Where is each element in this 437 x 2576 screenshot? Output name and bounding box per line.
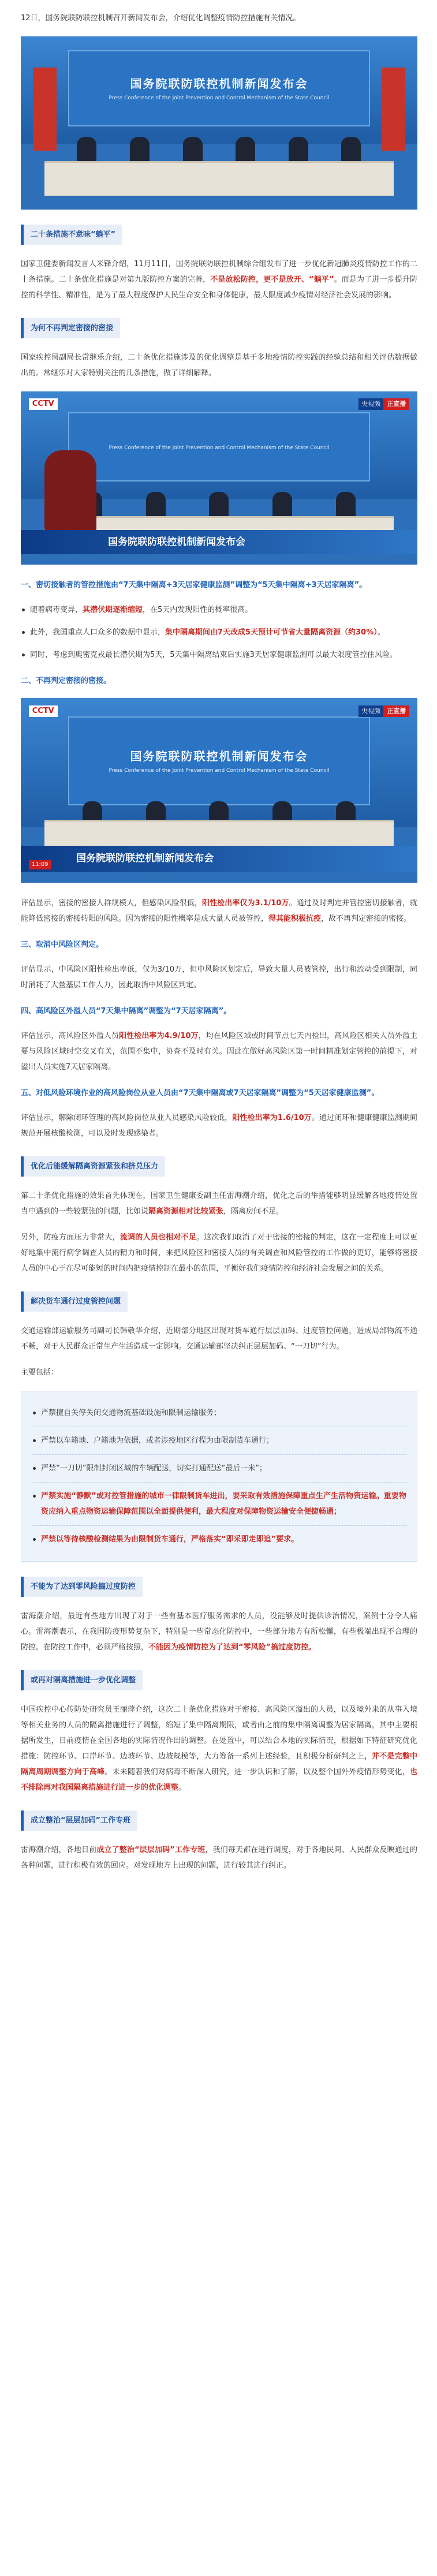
item4-heading: 四、高风险区外溢人员“7天集中隔离”调整为“7天居家隔离”。 (21, 1007, 231, 1016)
tv2-en: Press Conference of the Joint Prevention and Control Mechanism of the State Council (109, 767, 330, 774)
intro-paragraph: 12日，国务院联防联控机制召开新闻发布会，介绍优化调整疫情防控措施有关情况。 (21, 14, 301, 23)
section3-paragraph-2: 另外，防疫方面压力非常大，流调的人员也相对不足。这次我们取消了对于密接的密接的判定，这在一定程度上可以更好地集中流行病学调查人员的精力和时间，来把风险区和密接人员的有关调查和风险管控的工作做的更好，能够将密接人员的中心于在尽可能短的时间内把疫情控制在最小的范围，平衡好我们疫情防控和经济社会发展之间的关系。 (21, 1233, 417, 1273)
section2-paragraph: 国家疾控局副局长常继乐介绍，二十条优化措施涉及的优化调整是基于多地疫情防控实践的经验总结和相关评估数据做出的。常继乐对大家特别关注的几条措施，做了详细解释。 (21, 353, 417, 378)
freight-rule-5: 严禁以等待核酸检测结果为由限制货车通行，严格落实“即采即走即追”要求。 (32, 1532, 406, 1547)
anchor (44, 450, 96, 530)
section4-paragraph-2: 主要包括： (21, 1368, 59, 1377)
section4-paragraph-1: 交通运输部运输服务司副司长韩敬华介绍，近期部分地区出现对货车通行层层加码、过度管控问题，造成局部物流不通不畅，对于人民群众正常生产生活造成一定影响。交通运输部坚决纠正层层加码、“一刀切”行为。 (21, 1327, 417, 1351)
item1-bullet-3: 同时，考虑到奥密克戎最长潜伏期为5天，5天集中隔离结束后实施3天居家健康监测可以最大限度管控住风险。 (21, 647, 417, 663)
section-heading-5: 不能为了达到零风险搞过度防控 (21, 1577, 417, 1597)
desk (44, 161, 394, 196)
tv2-title: 国务院联防联控机制新闻发布会 (130, 749, 308, 763)
item1-list (21, 602, 417, 663)
flag-left (33, 68, 57, 151)
freight-rule-2: 严禁以车籍地、户籍地为依据，或者涉疫地区行程为由限制货车通行； (32, 1433, 406, 1448)
item5-paragraph: 评估显示，解除闭环管理的高风险岗位从业人员感染风险较低，阳性检出率为1.6/10万。通过闭环和健康健康监测期间规范开展核酸检测，可以及时发现感染者。 (21, 1114, 417, 1138)
item2-paragraph: 评估显示，密接的密接人群规模大，但感染风险很低，阳性检出率仅为3.1/10万。通过及时判定并管控密切接触者，就能降低密接的密接转阳的风险。因为密接的阳性概率是成大量人员被管控，得其能积极抗疫，故不再判定密接的密接。 (21, 899, 417, 923)
section-heading-2: 为何不再判定密接的密接 (21, 318, 417, 338)
cctv-logo: CCTV (29, 398, 58, 410)
section6-paragraph: 中国疾控中心传防处研究员王丽萍介绍，这次二十条优化措施对于密接、高风险区溢出的人员，以及境外来的从事入境等相关业务的人员的隔离措施进行了调整，缩短了集中隔离期限，或者由之前的集中隔离调整为居家隔离，其中主要根据所发生，目前疫情在全国各地的实际情况作出的调整。在处置中，可以结合本地的实际情况，根据如下特征研究优化措施：防控环节、口岸环节、边坡环节、边坡规模等，大力筹备一系列上述经验，且积极分析研判之上，并不是完整中隔离周期调整方向于高峰。未来随着我们对病毒不断深入研究，进一步认识和了解，以及整个国外外疫情形势变化，也不排除再对我国隔离措施进行进一步的优化调整。 (21, 1705, 417, 1792)
tv1-en: Press Conference of the Joint Prevention and Control Mechanism of the State Council (109, 445, 330, 451)
section7-paragraph: 雷海潮介绍，各地日前成立了整治“层层加码”工作专班，我们每天都在进行调度，对于各地民间、人民群众反映通过的各种问题，进行积极有效的回应。对发现地方上出现的问题，进行较其进行纠正。 (21, 1846, 417, 1870)
item4-paragraph: 评估显示，高风险区外溢人员阳性检出率为4.9/10万，均在风险区域或时间节点七天内检出，高风险区相关人员外溢主要与风险区域时空交叉有关，范围不集中，协查不及时有关。因此在做好高风险区第一时间精准划定管控的前提下，对溢出人员实施7天居家隔离。 (21, 1032, 417, 1072)
live-badge: 央视频 正直播 (358, 398, 409, 410)
live-badge-2: 央视频 正直播 (358, 705, 409, 717)
freight-rules-box (21, 1391, 417, 1562)
tv2-caption: 国务院联防联控机制新闻发布会 11:09 (21, 846, 417, 872)
item1-bullet-2: 此外，我国重点人口众多的数据中显示，集中隔离期间由7天改成5天预计可节省大量隔离资源（约30%）。 (21, 625, 417, 640)
section-heading-1: 二十条措施不意味“躺平” (21, 225, 417, 245)
section1-paragraph: 国家卫健委新闻发言人米锋介绍，11月11日，国务院联防联控机制综合组发布了进一步优化新冠肺炎疫情防控工作的二十条措施。二十条优化措施是对第九版防控方案的完善，不是放松防控，更不是放开、“躺平”。而是为了进一步提升防控的科学性、精准性，是为了最大程度保护人民生命安全和身体健康，最大限度减少疫情对经济社会发展的影响。 (21, 260, 417, 300)
freight-rule-3: 严禁“一刀切”限制封闭区域的车辆配送，切实打通配送“最后一米”； (32, 1461, 406, 1476)
tv2-time: 11:09 (29, 860, 51, 869)
item3-paragraph: 评估显示，中风险区阳性检出率低，仅为3/10万，但中风险区划定后，导致大量人员被管控，出行和流动受到限制，同时消耗了大量基层工作人力，因此取消中风险区判定。 (21, 965, 417, 990)
section5-paragraph: 雷海潮介绍，最近有些地方出现了对于一些有基本医疗服务需求的人员，没能够及时提供诊治情况，案例十分令人痛心。雷海潮表示，在我国防疫形势复杂下，特别是一些常态化防控中，一些部分地方有所松懈，有些极端出现不合理的防控。在防控工作中，必须严格按照，不能因为疫情防控为了达到“零风险”搞过度防控。 (21, 1612, 417, 1652)
tv-screenshot-2 (21, 698, 417, 883)
tv1-caption: 国务院联防联控机制新闻发布会 (21, 530, 417, 554)
backdrop-title: 国务院联防联控机制新闻发布会 (130, 77, 308, 91)
flag-right (382, 68, 405, 151)
backdrop-subtitle: Press Conference of the Joint Prevention and Control Mechanism of the State Council (109, 95, 330, 101)
item1-bullet-1: 随着病毒变异，其潜伏期逐渐缩短，在5天内发现阳性的概率很高。 (21, 602, 417, 618)
tv-screenshot-1 (21, 391, 417, 565)
section-heading-6: 或再对隔离措施进一步优化调整 (21, 1670, 417, 1690)
section-heading-4: 解决货车通行过度管控问题 (21, 1291, 417, 1312)
item3-heading: 三、取消中风险区判定。 (21, 940, 104, 949)
item5-heading: 五、对低风险环境作业的高风险岗位从业人员由“7天集中隔离或7天居家隔离”调整为“5天居家健康监测”。 (21, 1089, 379, 1097)
cctv-logo-2: CCTV (29, 705, 58, 717)
item1-heading: 一、密切接触者的管控措施由“7天集中隔离+3天居家健康监测”调整为“5天集中隔离+3天居家隔离”。 (21, 581, 367, 589)
section-heading-7: 成立整治“层层加码”工作专班 (21, 1810, 417, 1831)
press-conference-photo (21, 36, 417, 210)
freight-rule-1: 严禁擅自关停关闭交通物流基础设施和限制运输服务； (32, 1405, 406, 1421)
freight-rule-4: 严禁实施“静默”或对控管措施的城市一律限制货车进出，要采取有效措施保障重点生产生活物资运输。重要物资应纳入重点物资运输保障范围以全面提供便利，最大程度对保障物资运输安全便捷畅通； (32, 1488, 406, 1520)
item2-heading: 二、不再判定密接的密接。 (21, 677, 111, 685)
section3-paragraph-1: 第二十条优化措施的效果首先体现在，国家卫生健康委副主任雷海潮介绍，优化之后的举措能够明显缓解各地疫情处置当中遇到的一些较紧张的问题，比如说隔离资源相对比较紧张，隔离房间不足。 (21, 1192, 417, 1216)
section-heading-3: 优化后能缓解隔离资源紧张和挤兑压力 (21, 1156, 417, 1177)
backdrop (68, 50, 369, 126)
